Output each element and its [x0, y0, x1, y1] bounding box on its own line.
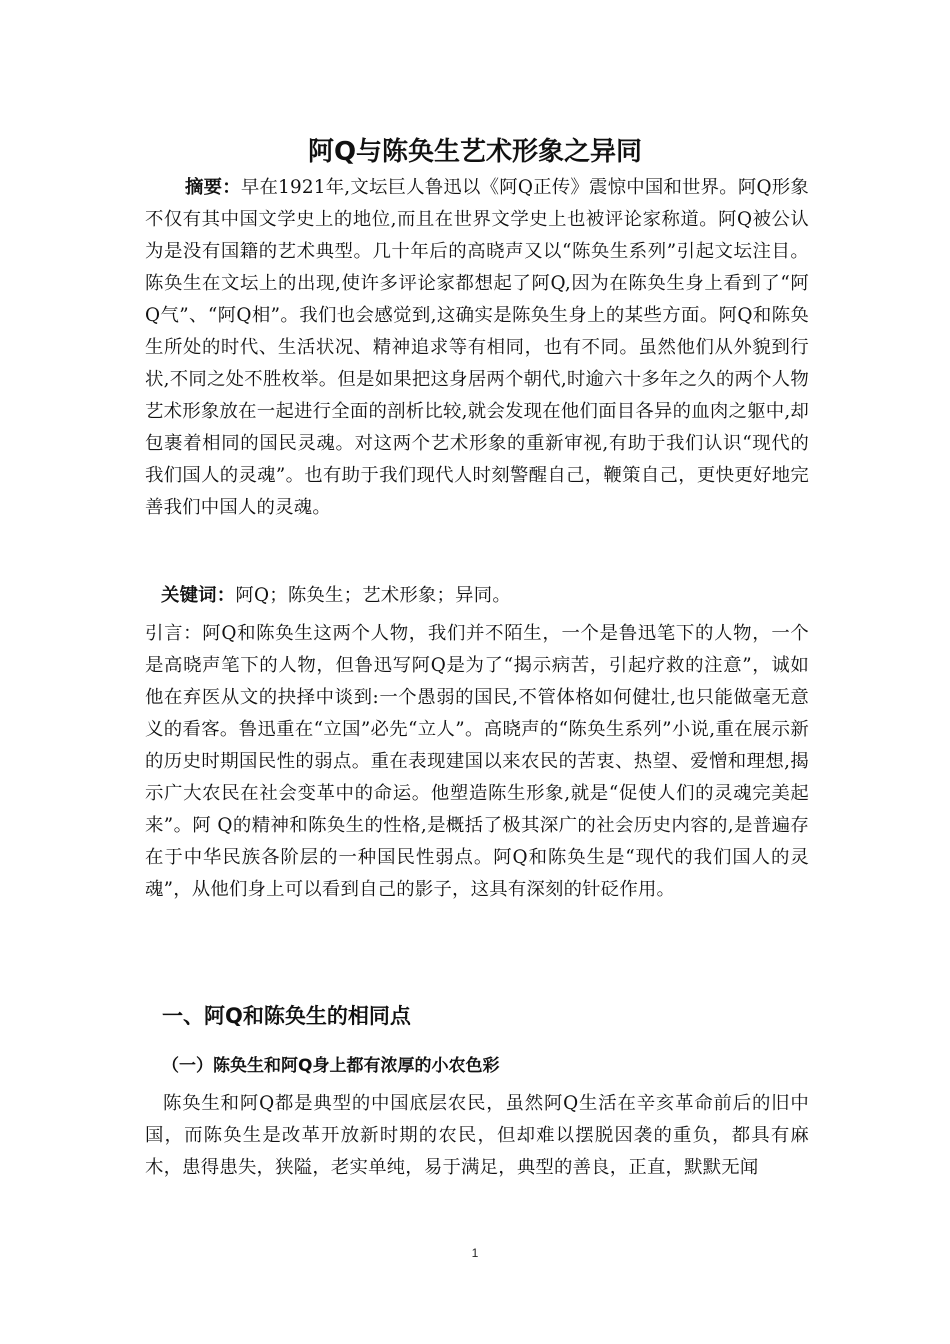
keywords-text: 阿Q；陈奂生；艺术形象；异同。 — [235, 585, 511, 606]
keywords-label: 关键词： — [161, 585, 236, 606]
page-number: 1 — [471, 1246, 479, 1260]
document-title: 阿Q与陈奂生艺术形象之异同 — [307, 137, 643, 167]
abstract-paragraph — [145, 172, 809, 524]
abstract-label: 摘要： — [185, 177, 241, 198]
introduction-paragraph: 引言：阿Q和陈奂生这两个人物，我们并不陌生，一个是鲁迅笔下的人物，一个是高晓声笔下的人物，但鲁迅写阿Q是为了“揭示病苦，引起疗救的注意”，诚如他在弃医从文的抉择中谈到:一个愚弱的国民,不管体格如何健壮,也只能做毫无意义的看客。鲁迅重在“立国”必先“立人”。高晓声的“陈奂生系列”小说,重在展示新的历史时期国民性的弱点。重在表现建国以来农民的苦衷、热望、爱憎和理想,揭示广大农民在社会变革中的命运。他塑造陈生形象,就是“促使人们的灵魂完美起来”。阿 Q的精神和陈奂生的性格,是概括了极其深广的社会历史内容的,是普遍存在于中华民族各阶层的一种国民性弱点。阿Q和陈奂生是“现代的我们国人的灵魂”，从他们身上可以看到自己的影子，这具有深刻的针砭作用。 — [145, 623, 809, 900]
section-heading: 一、阿Q和陈奂生的相同点 — [162, 1004, 411, 1028]
subsection-heading: （一）陈奂生和阿Q身上都有浓厚的小农色彩 — [162, 1056, 500, 1076]
abstract-text: 早在1921年,文坛巨人鲁迅以《阿Q正传》震惊中国和世界。阿Q形象不仅有其中国文学史上的地位,而且在世界文学史上也被评论家称道。阿Q被公认为是没有国籍的艺术典型。几十年后的高晓声又以“陈奂生系列”引起文坛注目。陈奂生在文坛上的出现,使许多评论家都想起了阿Q,因为在陈奂生身上看到了“阿Q气”、“阿Q相”。我们也会感觉到,这确实是陈奂生身上的某些方面。阿Q和陈奂生所处的时代、生活状况、精神追求等有相同，也有不同。虽然他们从外貌到行状,不同之处不胜枚举。但是如果把这身居两个朝代,时逾六十多年之久的两个人物艺术形象放在一起进行全面的剖析比较,就会发现在他们面目各异的血肉之躯中,却包裹着相同的国民灵魂。对这两个艺术形象的重新审视,有助于我们认识“现代的我们国人的灵魂”。也有助于我们现代人时刻警醒自己，鞭策自己，更快更好地完善我们中国人的灵魂。 — [145, 177, 809, 518]
keywords-paragraph — [145, 580, 809, 612]
body-paragraph: 陈奂生和阿Q都是典型的中国底层农民，虽然阿Q生活在辛亥革命前后的旧中国，而陈奂生是改革开放新时期的农民，但却难以摆脱因袭的重负，都具有麻木，患得患失，狭隘，老实单纯，易于满足，典型的善良，正直，默默无闻 — [145, 1093, 809, 1178]
